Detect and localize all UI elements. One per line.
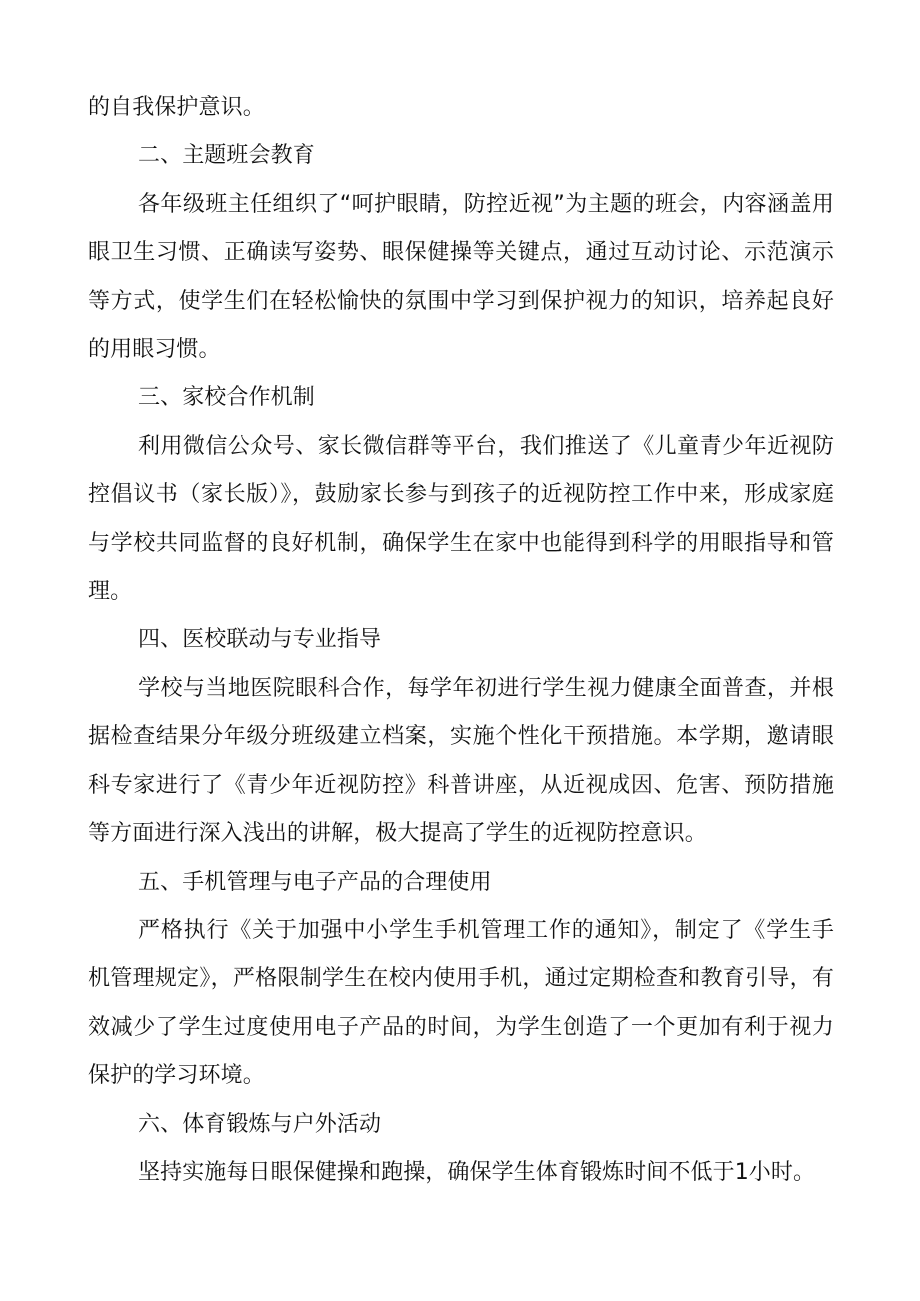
paragraph-continuation: 的自我保护意识。	[88, 95, 265, 120]
paragraph-phone-management: 严格执行《关于加强中小学生手机管理工作的通知》，制定了《学生手机管理规定》，严格限制学生在校内使用手机，通过定期检查和教育引导，有效减少了学生过度使用电子产品的时间，为学生创造了一个更加有利于视力保护的学习环境。	[88, 917, 834, 1089]
section-heading-class-meeting: 二、主题班会教育	[138, 143, 315, 169]
paragraph-medical-school: 学校与当地医院眼科合作，每学年初进行学生视力健康全面普查，并根据检查结果分年级分班级建立档案，实施个性化干预措施。本学期，邀请眼科专家进行了《青少年近视防控》科普讲座，从近视成因、危害、预防措施等方面进行深入浅出的讲解，极大提高了学生的近视防控意识。	[88, 675, 834, 847]
section-heading-phone-management: 五、手机管理与电子产品的合理使用	[138, 869, 492, 895]
section-heading-sports: 六、体育锻炼与户外活动	[138, 1111, 382, 1137]
document-body	[88, 84, 834, 1197]
section-heading-medical-school: 四、医校联动与专业指导	[138, 627, 382, 653]
section-heading-home-school: 三、家校合作机制	[138, 385, 315, 411]
paragraph-sports: 坚持实施每日眼保健操和跑操，确保学生体育锻炼时间不低于1小时。	[138, 1159, 816, 1185]
paragraph-home-school: 利用微信公众号、家长微信群等平台，我们推送了《儿童青少年近视防控倡议书（家长版）》，鼓励家长参与到孩子的近视防控工作中来，形成家庭与学校共同监督的良好机制，确保学生在家中也能得到科学的用眼指导和管理。	[88, 433, 834, 605]
paragraph-class-meeting: 各年级班主任组织了“呵护眼睛，防控近视”为主题的班会，内容涵盖用眼卫生习惯、正确读写姿势、眼保健操等关键点，通过互动讨论、示范演示等方式，使学生们在轻松愉快的氛围中学习到保护视力的知识，培养起良好的用眼习惯。	[88, 191, 834, 363]
